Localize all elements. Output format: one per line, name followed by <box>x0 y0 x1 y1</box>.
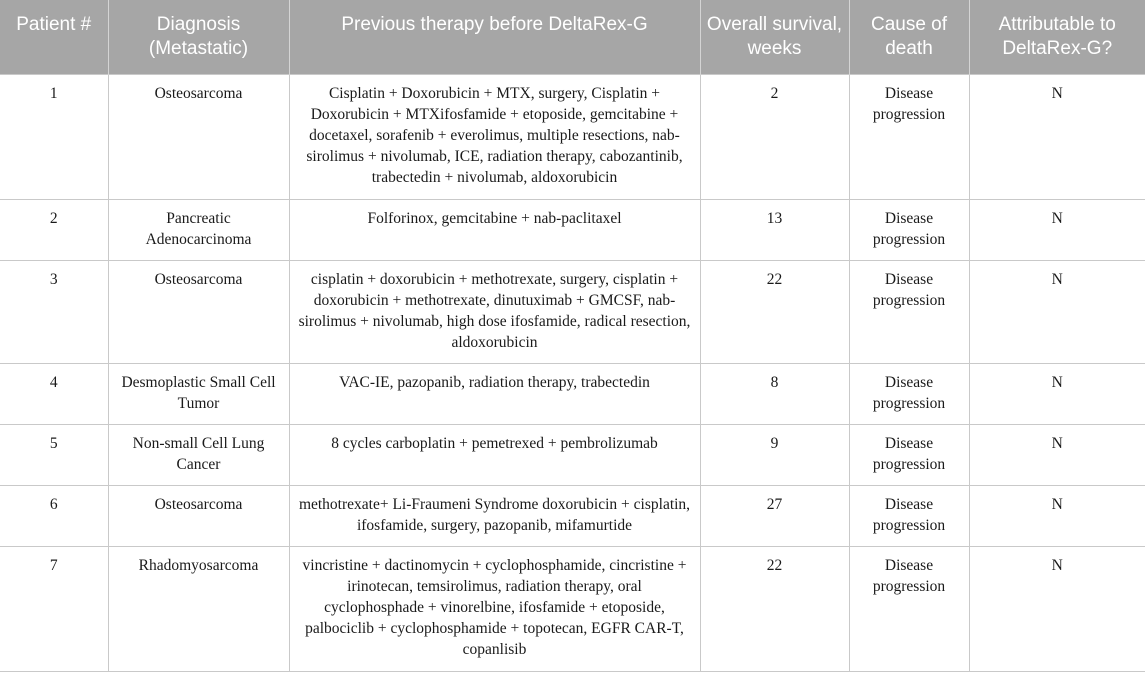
cell-therapy: methotrexate+ Li-Fraumeni Syndrome doxorubicin + cisplatin, ifosfamide, surgery, pazopanib, mifamurtide <box>289 486 700 547</box>
table-header <box>0 0 1145 75</box>
cell-diagnosis: Desmoplastic Small Cell Tumor <box>108 364 289 425</box>
header-survival: Overall survival, weeks <box>700 0 849 75</box>
cell-patient: 7 <box>0 547 108 672</box>
cell-patient: 6 <box>0 486 108 547</box>
cell-therapy: cisplatin + doxorubicin + methotrexate, surgery, cisplatin + doxorubicin + methotrexate, dinutuximab + GMCSF, nab-sirolimus + nivolumab, high dose ifosfamide, radical resection, aldoxorubicin <box>289 261 700 364</box>
header-row <box>0 0 1145 75</box>
header-diagnosis: Diagnosis (Metastatic) <box>108 0 289 75</box>
header-cause: Cause of death <box>849 0 969 75</box>
cell-attributable: N <box>969 364 1145 425</box>
cell-survival: 2 <box>700 75 849 200</box>
cell-survival: 22 <box>700 261 849 364</box>
cell-diagnosis: Osteosarcoma <box>108 261 289 364</box>
cell-patient: 5 <box>0 425 108 486</box>
cell-attributable: N <box>969 261 1145 364</box>
table-row <box>0 425 1145 486</box>
cell-diagnosis: Rhadomyosarcoma <box>108 547 289 672</box>
cell-attributable: N <box>969 425 1145 486</box>
cell-diagnosis: Osteosarcoma <box>108 75 289 200</box>
cell-therapy: Folforinox, gemcitabine + nab-paclitaxel <box>289 200 700 261</box>
cell-survival: 13 <box>700 200 849 261</box>
cell-patient: 4 <box>0 364 108 425</box>
cell-patient: 3 <box>0 261 108 364</box>
table-body <box>0 75 1145 672</box>
cell-attributable: N <box>969 547 1145 672</box>
table-row <box>0 75 1145 200</box>
cell-cause: Disease progression <box>849 547 969 672</box>
cell-diagnosis: Pancreatic Adenocarcinoma <box>108 200 289 261</box>
cell-therapy: vincristine + dactinomycin + cyclophosphamide, cincristine + irinotecan, temsirolimus, radiation therapy, oral cyclophosphade + vinorelbine, ifosfamide + etoposide, palbociclib + cyclophosphamide + topotecan, EGFR CAR-T, copanlisib <box>289 547 700 672</box>
cell-attributable: N <box>969 200 1145 261</box>
cell-cause: Disease progression <box>849 261 969 364</box>
table-row <box>0 547 1145 672</box>
cell-cause: Disease progression <box>849 364 969 425</box>
table-row <box>0 261 1145 364</box>
cell-cause: Disease progression <box>849 75 969 200</box>
table-row <box>0 486 1145 547</box>
cell-cause: Disease progression <box>849 425 969 486</box>
cell-patient: 1 <box>0 75 108 200</box>
table-row <box>0 364 1145 425</box>
cell-survival: 9 <box>700 425 849 486</box>
header-attributable: Attributable to DeltaRex-G? <box>969 0 1145 75</box>
cell-cause: Disease progression <box>849 200 969 261</box>
cell-therapy: 8 cycles carboplatin + pemetrexed + pembrolizumab <box>289 425 700 486</box>
cell-patient: 2 <box>0 200 108 261</box>
header-patient: Patient # <box>0 0 108 75</box>
cell-attributable: N <box>969 486 1145 547</box>
cell-survival: 22 <box>700 547 849 672</box>
cell-survival: 8 <box>700 364 849 425</box>
header-therapy: Previous therapy before DeltaRex-G <box>289 0 700 75</box>
cell-cause: Disease progression <box>849 486 969 547</box>
cell-diagnosis: Non-small Cell Lung Cancer <box>108 425 289 486</box>
cell-diagnosis: Osteosarcoma <box>108 486 289 547</box>
table-row <box>0 200 1145 261</box>
cell-attributable: N <box>969 75 1145 200</box>
cell-therapy: VAC-IE, pazopanib, radiation therapy, trabectedin <box>289 364 700 425</box>
cell-survival: 27 <box>700 486 849 547</box>
cell-therapy: Cisplatin + Doxorubicin + MTX, surgery, Cisplatin + Doxorubicin + MTXifosfamide + etoposide, gemcitabine + docetaxel, sorafenib + everolimus, multiple resections, nab-sirolimus + nivolumab, ICE, radiation therapy, cabozantinib, trabectedin + nivolumab, aldoxorubicin <box>289 75 700 200</box>
